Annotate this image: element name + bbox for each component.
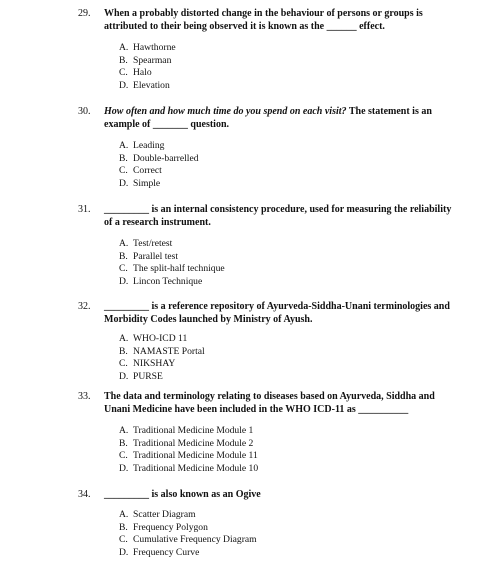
option-c[interactable]: C. Halo: [119, 67, 152, 79]
option-c[interactable]: C. Traditional Medicine Module 11: [119, 450, 258, 462]
question-text-line-1: _________ is a reference repository of Ayurveda-Siddha-Unani terminologies and: [104, 301, 450, 312]
question-text-line-1: _________ is an internal consistency procedure, used for measuring the reliability: [104, 204, 452, 215]
option-d[interactable]: D. Elevation: [119, 80, 170, 92]
option-c[interactable]: C. NIKSHAY: [119, 358, 176, 370]
option-b[interactable]: B. Double-barrelled: [119, 152, 199, 164]
question-text-line-2: of a research instrument.: [104, 217, 211, 228]
options-list: [119, 42, 176, 93]
option-a[interactable]: A. Hawthorne: [119, 42, 176, 53]
question-number: 32.: [78, 301, 91, 312]
option-c[interactable]: C. Correct: [119, 165, 162, 177]
question-number: 30.: [78, 106, 91, 117]
question-text-line-1: _________ is also known as an Ogive: [104, 489, 261, 500]
question-text-line-2: Morbidity Codes launched by Ministry of Ayush.: [104, 314, 313, 325]
option-b[interactable]: B. Spearman: [119, 54, 172, 66]
options-list: [119, 333, 205, 384]
option-a[interactable]: A. Scatter Diagram: [119, 509, 196, 520]
option-d[interactable]: D. Simple: [119, 178, 161, 190]
option-a[interactable]: A. Traditional Medicine Module 1: [119, 425, 254, 436]
question-number: 31.: [78, 204, 91, 215]
option-d[interactable]: D. Traditional Medicine Module 10: [119, 463, 259, 475]
question-text-line-1: [104, 105, 452, 118]
question-italic-text: How often and how much time do you spend on each visit?: [104, 106, 347, 117]
option-b[interactable]: B. Traditional Medicine Module 2: [119, 437, 254, 449]
option-a[interactable]: A. Leading: [119, 140, 165, 151]
options-list: [119, 140, 199, 191]
option-b[interactable]: B. Frequency Polygon: [119, 521, 208, 533]
question-number: 33.: [78, 391, 91, 402]
option-d[interactable]: D. PURSE: [119, 371, 163, 383]
question-text-line-2: example of _______ question.: [104, 119, 229, 130]
option-a[interactable]: A. WHO-ICD 11: [119, 333, 188, 344]
option-d[interactable]: D. Lincon Technique: [119, 276, 203, 288]
question-number: 29.: [78, 8, 91, 19]
option-b[interactable]: B. NAMASTE Portal: [119, 345, 205, 357]
question-text-line-2: attributed to their being observed it is known as the ______ effect.: [104, 21, 385, 32]
option-b[interactable]: B. Parallel test: [119, 250, 179, 262]
question-number: 34.: [78, 489, 91, 500]
option-a[interactable]: A. Test/retest: [119, 238, 173, 249]
question-text-rest: The statement is an: [346, 106, 432, 117]
options-list: [119, 238, 225, 289]
option-c[interactable]: C. Cumulative Frequency Diagram: [119, 534, 257, 546]
option-c[interactable]: C. The split-half technique: [119, 263, 225, 275]
option-d[interactable]: D. Frequency Curve: [119, 547, 200, 559]
options-list: [119, 509, 257, 560]
options-list: [119, 425, 258, 476]
question-text-line-1: When a probably distorted change in the behaviour of persons or groups is: [104, 8, 423, 19]
question-text-line-2: Unani Medicine have been included in the WHO ICD-11 as __________: [104, 404, 409, 415]
question-text-line-1: The data and terminology relating to diseases based on Ayurveda, Siddha and: [104, 391, 435, 402]
